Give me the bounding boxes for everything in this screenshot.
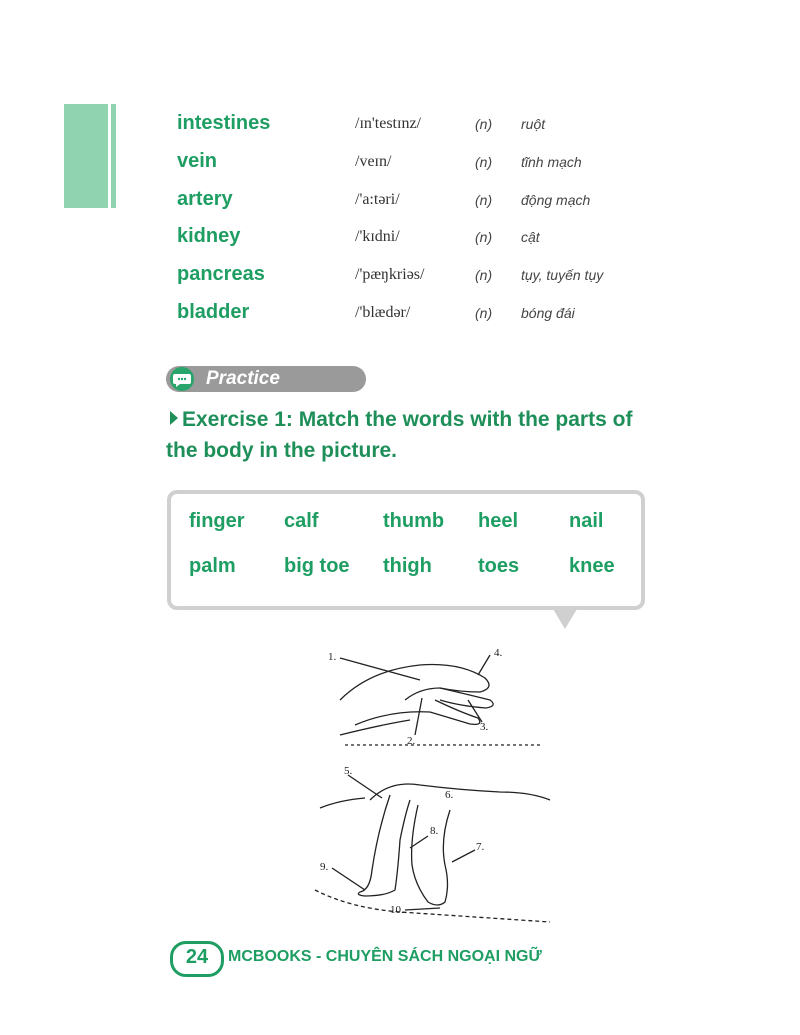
word-bank-item: thigh (383, 555, 432, 577)
picture-label-7: 7. (476, 841, 485, 853)
vocab-word: intestines (177, 112, 271, 134)
vocab-meaning: động mạch (521, 191, 591, 208)
legs-drawing (315, 784, 550, 922)
page-number: 24 (185, 946, 209, 968)
picture-label-5: 5. (344, 765, 353, 777)
picture-label-2: 2. (407, 735, 416, 747)
vocab-ipa: /ɪn'testɪnz/ (355, 115, 421, 132)
vocab-ipa: /'pæŋkriəs/ (355, 266, 425, 284)
vocab-word: vein (177, 149, 218, 172)
decorative-side-line (111, 104, 116, 208)
vocabulary-list (177, 112, 677, 339)
word-bank-item: calf (284, 510, 319, 532)
picture-label-8: 8. (430, 825, 439, 837)
vocab-meaning: cật (521, 229, 540, 246)
vocab-word: kidney (177, 225, 241, 248)
vocab-ipa: /'a:təri/ (355, 190, 400, 208)
vocab-word: pancreas (177, 263, 265, 286)
hand-drawing (340, 665, 540, 745)
word-bank-item: nail (569, 510, 604, 532)
vocab-word: bladder (177, 300, 250, 323)
word-bank-item: big toe (284, 555, 350, 577)
picture-label-9: 9. (320, 861, 329, 873)
vocab-row (177, 112, 677, 150)
vocab-row (177, 225, 677, 263)
exercise-title: Exercise 1: Match the words with the parts of the body in the picture. (166, 408, 633, 462)
word-bank-item: toes (478, 555, 520, 577)
vocab-pos: (n) (475, 229, 493, 246)
picture-label-10: 10. (390, 904, 404, 916)
word-bank-item: thumb (383, 510, 445, 532)
picture-label-1: 1. (328, 651, 337, 663)
word-bank-item: heel (478, 510, 519, 532)
chat-bubble-icon (170, 367, 194, 391)
publisher-brand: MCBOOKS - CHUYÊN SÁCH NGOẠI NGỮ (228, 948, 542, 965)
page-number-badge (170, 941, 224, 977)
decorative-side-block (64, 104, 108, 208)
vocab-word: artery (177, 187, 233, 210)
practice-label: Practice (206, 368, 280, 389)
vocab-ipa: /'blædər/ (355, 303, 411, 321)
vocab-pos: (n) (475, 116, 493, 132)
picture-label-6: 6. (445, 789, 454, 801)
vocab-meaning: tụy, tuyến tụy (521, 267, 604, 284)
vocab-pos: (n) (475, 153, 493, 170)
word-bank-box (167, 490, 645, 610)
word-bank-item: palm (189, 555, 236, 577)
vocab-row (177, 301, 677, 339)
vocab-row (177, 188, 677, 226)
body-parts-illustration (310, 640, 570, 925)
vocab-pos: (n) (475, 304, 493, 321)
label-pointers (332, 655, 490, 910)
vocab-ipa: /veɪn/ (355, 152, 392, 170)
vocab-pos: (n) (475, 191, 493, 208)
vocab-meaning: tĩnh mạch (521, 153, 582, 170)
speech-tail (553, 609, 577, 629)
vocab-meaning: ruột (521, 116, 546, 132)
picture-label-3: 3. (480, 721, 489, 733)
word-bank-item: knee (569, 555, 615, 577)
vocab-row (177, 150, 677, 188)
vocab-row (177, 263, 677, 301)
picture-label-4: 4. (494, 647, 503, 659)
vocab-meaning: bóng đái (521, 304, 575, 321)
word-bank-item: finger (189, 510, 245, 532)
vocab-pos: (n) (475, 267, 493, 284)
vocab-ipa: /'kɪdni/ (355, 228, 400, 246)
